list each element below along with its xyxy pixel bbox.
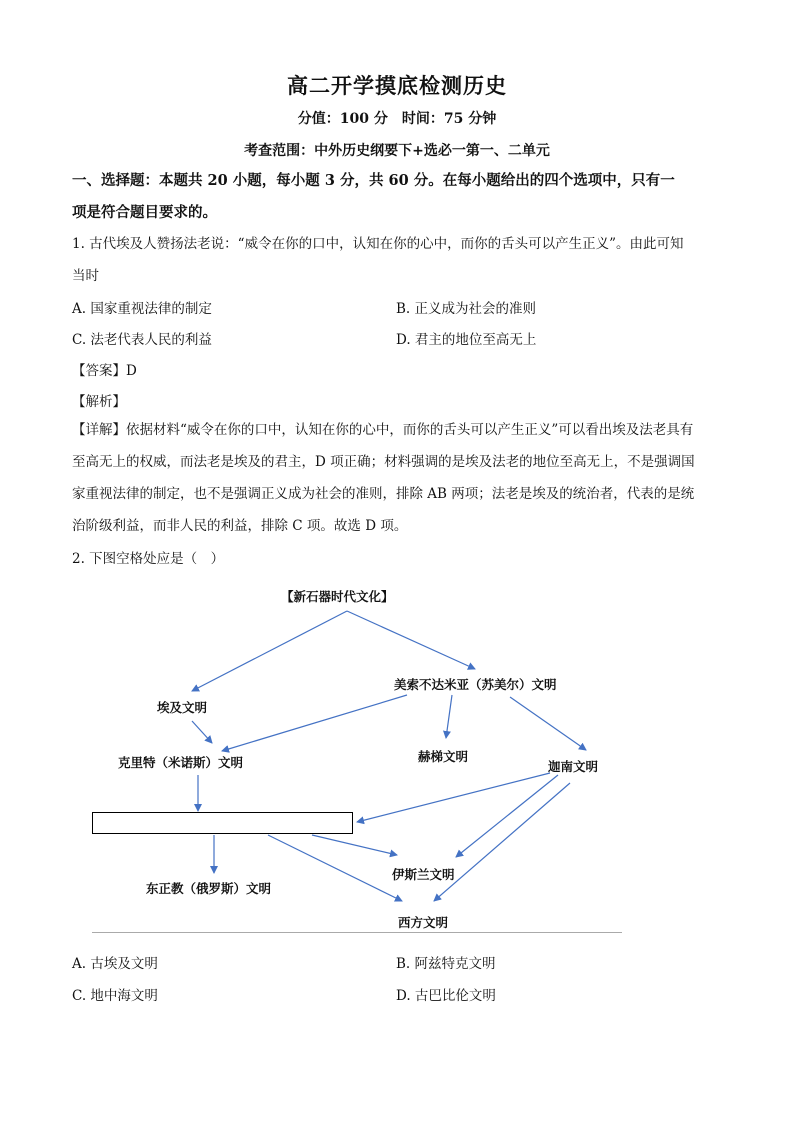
q1-detail-line: 【详解】依据材料“威令在你的口中，认知在你的心中，而你的舌头可以产生正义”可以看出埃及法老具有 <box>72 422 694 438</box>
node-hittite: 赫梯文明 <box>418 749 469 764</box>
arrow-mesopotamia-hittite <box>446 695 452 738</box>
node-islam: 伊斯兰文明 <box>392 867 455 882</box>
arrow-mesopotamia-crete <box>222 695 407 751</box>
node-western: 西方文明 <box>398 915 449 930</box>
q1-option-b: B. 正义成为社会的准则 <box>396 301 537 317</box>
node-egypt: 埃及文明 <box>157 700 208 715</box>
q2-option-b: B. 阿兹特克文明 <box>396 956 496 972</box>
q2-option-d: D. 古巴比伦文明 <box>396 988 496 1004</box>
question-1-stem-line1: 1. 古代埃及人赞扬法老说：“威令在你的口中，认知在你的心中，而你的舌头可以产生正义”。由此可知 <box>72 236 684 252</box>
q2-option-c: C. 地中海文明 <box>72 988 158 1004</box>
arrow-neolithic-mesopotamia <box>347 611 475 669</box>
civilization-diagram <box>92 583 622 933</box>
arrow-blank-islam <box>312 835 397 855</box>
node-mesopotamia: 美索不达米亚（苏美尔）文明 <box>394 677 557 692</box>
arrow-canaan-islam <box>456 775 558 857</box>
section-heading-line1: 一、选择题：本题共 20 小题，每小题 3 分，共 60 分。在每小题给出的四个选项中，只有一 <box>72 172 675 189</box>
node-orthodox: 东正教（俄罗斯）文明 <box>146 881 272 896</box>
q1-option-d: D. 君主的地位至高无上 <box>396 332 537 348</box>
arrow-blank-western <box>268 835 402 901</box>
q2-option-a: A. 古埃及文明 <box>72 956 158 972</box>
score-time: 分值：100 分 时间：75 分钟 <box>297 111 497 127</box>
node-canaan: 迦南文明 <box>548 759 599 774</box>
arrow-neolithic-egypt <box>192 611 347 691</box>
q1-option-c: C. 法老代表人民的利益 <box>72 332 212 348</box>
section-heading <box>72 165 732 229</box>
question-1-stem <box>72 228 722 292</box>
arrow-canaan-blank <box>357 773 550 822</box>
q1-detail-line: 至高无上的权威，而法老是埃及的君主，D 项正确；材料强调的是埃及法老的地位至高无上，不是强调国 <box>72 454 695 470</box>
section-heading-line2: 项是符合题目要求的。 <box>72 204 217 221</box>
q1-analysis-tag: 【解析】 <box>72 394 126 410</box>
diagram-baseline <box>92 932 622 933</box>
node-neolithic: 【新石器时代文化】 <box>281 589 394 604</box>
question-2-stem: 2. 下图空格处应是（ ） <box>72 551 225 567</box>
q1-detail <box>72 414 722 542</box>
arrow-canaan-western <box>434 783 570 901</box>
q1-option-a: A. 国家重视法律的制定 <box>72 301 212 317</box>
page-title: 高二开学摸底检测历史 <box>287 73 507 98</box>
q1-detail-line: 治阶级利益，而非人民的利益，排除 C 项。故选 D 项。 <box>72 518 408 534</box>
exam-scope: 考查范围：中外历史纲要下+选必一第一、二单元 <box>244 143 550 159</box>
q1-detail-line: 家重视法律的制定，也不是强调正义成为社会的准则，排除 AB 两项；法老是埃及的统治者，代表的是统 <box>72 486 695 502</box>
q1-answer: 【答案】D <box>72 363 137 379</box>
blank-box <box>92 812 353 834</box>
question-1-stem-line2: 当时 <box>72 268 99 284</box>
node-crete: 克里特（米诺斯）文明 <box>118 755 244 770</box>
arrow-mesopotamia-canaan <box>510 697 586 750</box>
arrow-egypt-crete <box>192 721 212 743</box>
